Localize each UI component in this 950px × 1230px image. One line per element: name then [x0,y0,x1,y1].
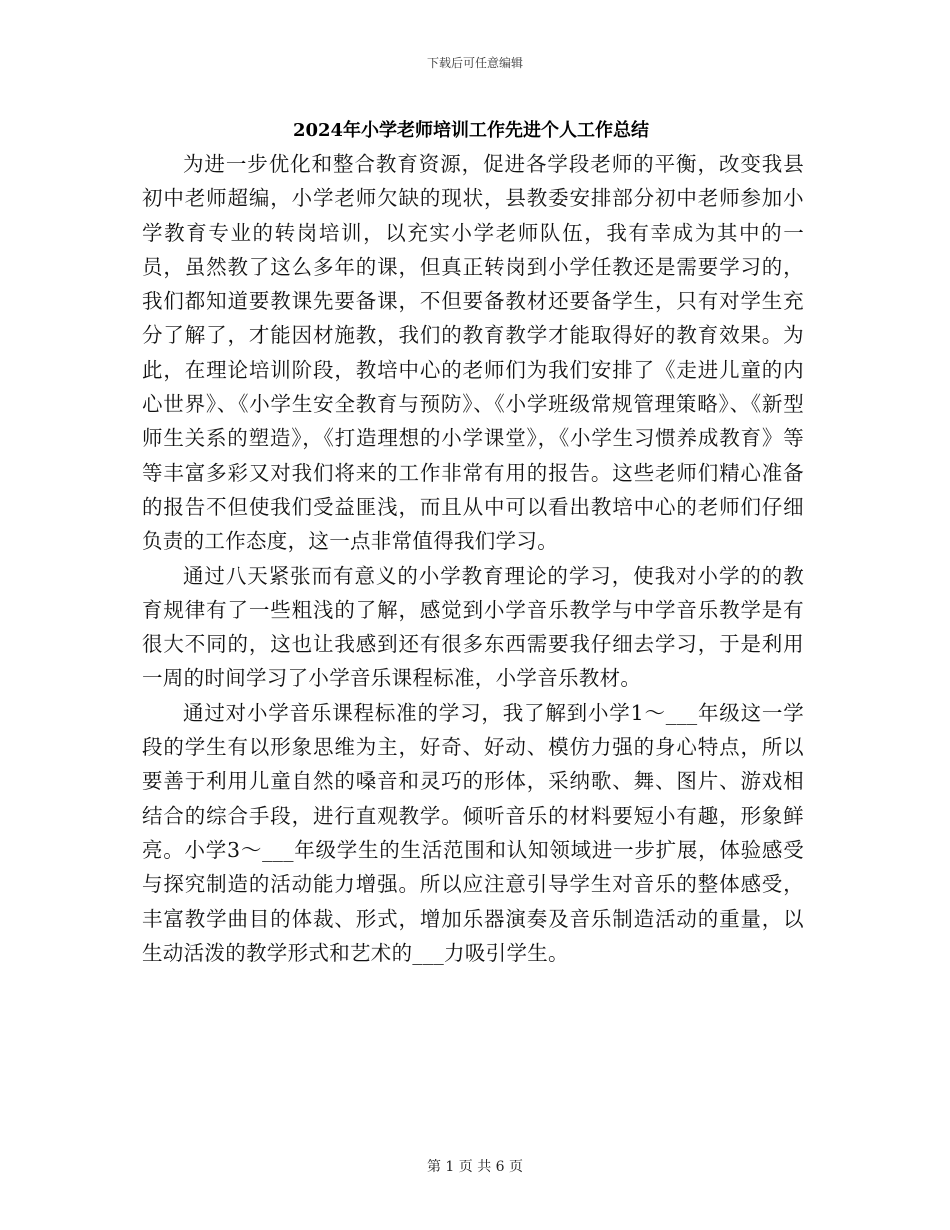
paragraph-3: 通过对小学音乐课程标准的学习，我了解到小学1～___年级这一学段的学生有以形象思维为主，好奇、好动、模仿力强的身心特点，所以要善于利用儿童自然的嗓音和灵巧的形体，采纳歌、舞、图片、游戏相结合的综合手段，进行直观教学。倾听音乐的材料要短小有趣，形象鲜亮。小学3～___年级学生的生活范围和认知领域进一步扩展，体验感受与探究制造的活动能力增强。所以应注意引导学生对音乐的整体感受，丰富教学曲目的体裁、形式，增加乐器演奏及音乐制造活动的重量，以生动活泼的教学形式和艺术的___力吸引学生。 [142,700,804,965]
paragraph-1: 为进一步优化和整合教育资源，促进各学段老师的平衡，改变我县初中老师超编，小学老师欠缺的现状，县教委安排部分初中老师参加小学教育专业的转岗培训，以充实小学老师队伍，我有幸成为其中的一员，虽然教了这么多年的课，但真正转岗到小学任教还是需要学习的，我们都知道要教课先要备课，不但要备教材还要备学生，只有对学生充分了解了，才能因材施教，我们的教育教学才能取得好的教育效果。为此，在理论培训阶段，教培中心的老师们为我们安排了《走进儿童的内心世界》、《小学生安全教育与预防》、《小学班级常规管理策略》、《新型师生关系的塑造》，《打造理想的小学课堂》，《小学生习惯养成教育》等等丰富多彩又对我们将来的工作非常有用的报告。这些老师们精心准备的报告不但使我们受益匪浅，而且从中可以看出教培中心的老师们仔细负责的工作态度，这一点非常值得我们学习。 [142,152,804,554]
paragraph-2: 通过八天紧张而有意义的小学教育理论的学习，使我对小学的的教育规律有了一些粗浅的了解，感觉到小学音乐教学与中学音乐教学是有很大不同的，这也让我感到还有很多东西需要我仔细去学习，于是利用一周的时间学习了小学音乐课程标准，小学音乐教材。 [142,563,804,691]
page-number: 第 1 页 共 6 页 [426,1159,524,1175]
document-title: 2024年小学老师培训工作先进个人工作总结 [292,120,650,141]
document-body [142,147,804,970]
header-note: 下载后可任意编辑 [426,56,523,70]
